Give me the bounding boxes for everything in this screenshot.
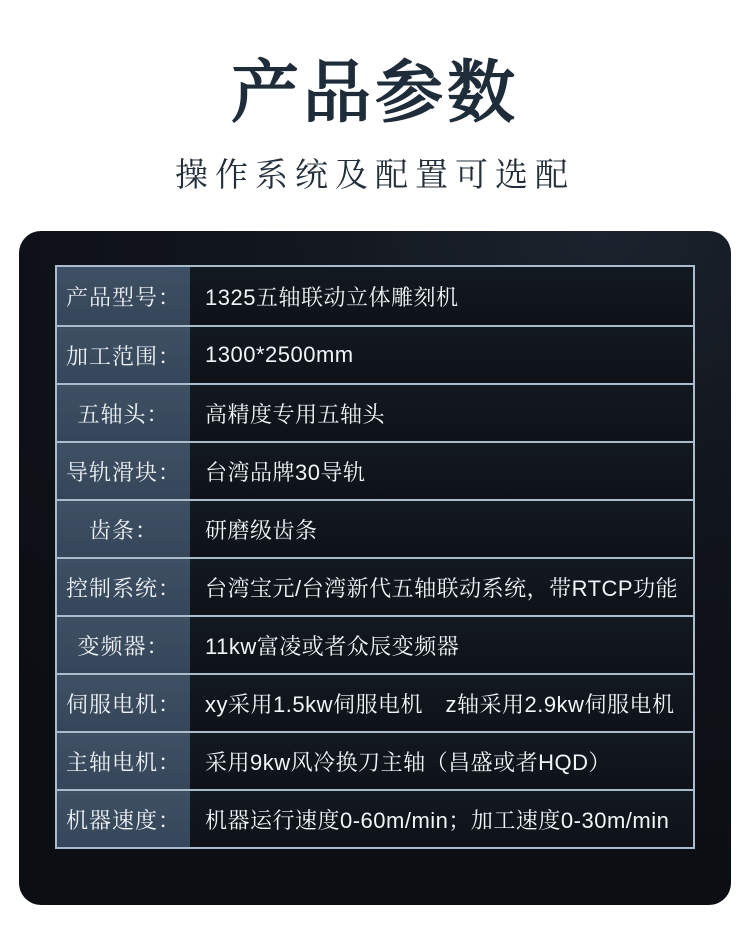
table-row <box>57 441 693 499</box>
row-value: 研磨级齿条 <box>190 501 693 557</box>
table-row <box>57 383 693 441</box>
row-label: 伺服电机： <box>57 675 190 731</box>
table-row <box>57 267 693 325</box>
table-row <box>57 673 693 731</box>
table-row <box>57 499 693 557</box>
row-value: 11kw富凌或者众辰变频器 <box>190 617 693 673</box>
row-label: 导轨滑块： <box>57 443 190 499</box>
row-label: 主轴电机： <box>57 733 190 789</box>
row-value: 1300*2500mm <box>190 327 693 383</box>
row-value: xy采用1.5kw伺服电机 z轴采用2.9kw伺服电机 <box>190 675 693 731</box>
row-value: 台湾品牌30导轨 <box>190 443 693 499</box>
row-value: 采用9kw风冷换刀主轴（昌盛或者HQD） <box>190 733 693 789</box>
table-row <box>57 325 693 383</box>
row-label: 机器速度： <box>57 791 190 847</box>
table-row <box>57 731 693 789</box>
row-value: 台湾宝元/台湾新代五轴联动系统，带RTCP功能 <box>190 559 693 615</box>
table-row <box>57 615 693 673</box>
row-label: 控制系统： <box>57 559 190 615</box>
table-row <box>57 789 693 847</box>
row-label: 齿条： <box>57 501 190 557</box>
product-spec-page <box>0 55 750 940</box>
spec-table <box>55 265 695 849</box>
row-value: 高精度专用五轴头 <box>190 385 693 441</box>
row-label: 变频器： <box>57 617 190 673</box>
page-subtitle: 操作系统及配置可选配 <box>175 156 575 194</box>
row-value: 1325五轴联动立体雕刻机 <box>190 267 693 325</box>
row-label: 加工范围： <box>57 327 190 383</box>
row-value: 机器运行速度0-60m/min；加工速度0-30m/min <box>190 791 693 847</box>
row-label: 五轴头： <box>57 385 190 441</box>
table-row <box>57 557 693 615</box>
page-title: 产品参数 <box>230 55 519 131</box>
spec-panel <box>19 231 731 905</box>
row-label: 产品型号： <box>57 267 190 325</box>
